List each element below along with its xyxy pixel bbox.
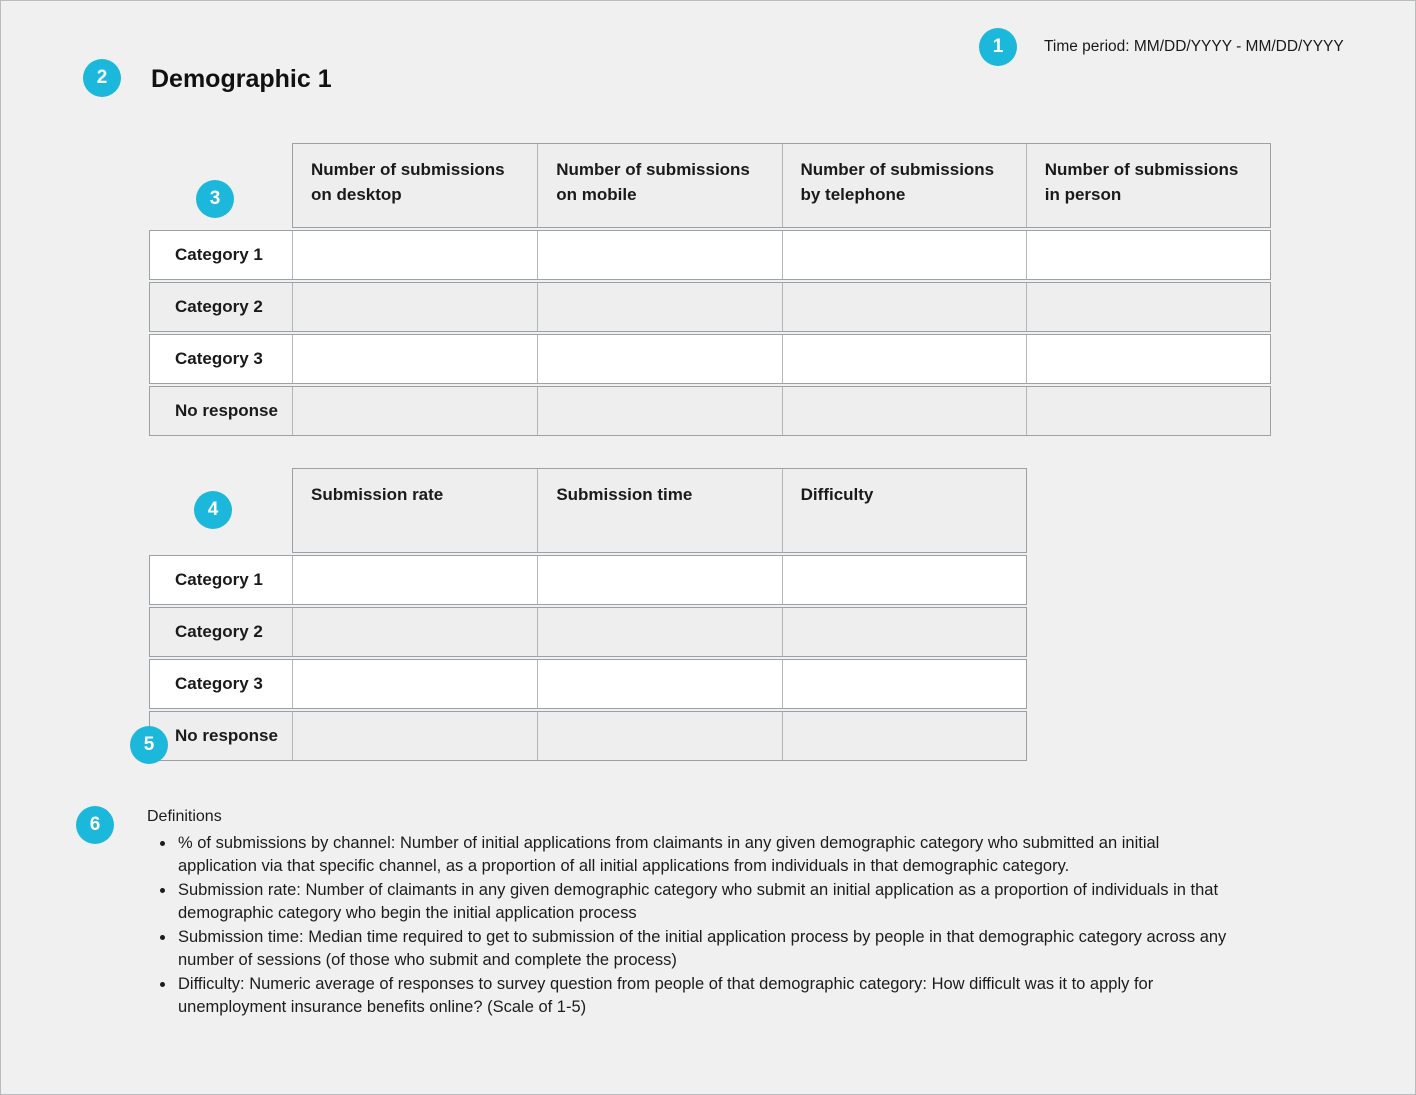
row-label: No response (150, 712, 293, 760)
table-cell[interactable] (1026, 283, 1270, 331)
column-header-mobile: Number of submissions on mobile (537, 144, 781, 227)
table-cell[interactable] (293, 335, 537, 383)
row-label: Category 1 (150, 556, 293, 604)
definitions-title: Definitions (147, 808, 222, 825)
definitions-list (147, 832, 1237, 1019)
table-cell[interactable] (537, 335, 781, 383)
callout-badge-6: 6 (76, 806, 114, 844)
table-row (149, 282, 1271, 332)
row-label: Category 3 (150, 660, 293, 708)
table-cell[interactable] (537, 231, 781, 279)
column-header-desktop: Number of submissions on desktop (311, 160, 505, 204)
callout-badge-5: 5 (130, 726, 168, 764)
definition-item: • Submission rate: Number of claimants in any given demographic category who submit an initial application as a proportion of individuals in that demographic category who begin the initial application process (176, 879, 1237, 925)
metrics-table-header (292, 468, 1027, 553)
table-cell[interactable] (1026, 335, 1270, 383)
table-cell[interactable] (293, 387, 537, 435)
table-cell[interactable] (293, 660, 537, 708)
metrics-table (149, 468, 1027, 761)
table-cell[interactable] (293, 556, 537, 604)
definition-item: • % of submissions by channel: Number of initial applications from claimants in any given demographic category who submitted an initial application via that specific channel, as a proportion of all initial applications from individuals in that demographic category. (176, 832, 1237, 878)
time-period-label: Time period: MM/DD/YYYY - MM/DD/YYYY (1044, 38, 1344, 55)
table-row (149, 230, 1271, 280)
column-header-submission-rate: Submission rate (311, 485, 444, 504)
definition-item: • Difficulty: Numeric average of responses to survey question from people of that demographic category: How difficult was it to apply for unemployment insurance benefits online? (Scale of 1-5) (176, 973, 1237, 1019)
table-cell[interactable] (1026, 387, 1270, 435)
callout-badge-4: 4 (194, 491, 232, 529)
channel-submissions-table-body (149, 230, 1271, 436)
table-row (149, 555, 1027, 605)
table-row (149, 659, 1027, 709)
table-cell[interactable] (293, 283, 537, 331)
column-header-in-person: Number of submissions in person (1026, 144, 1270, 227)
row-label: Category 1 (150, 231, 293, 279)
table-cell[interactable] (537, 387, 781, 435)
table-cell[interactable] (782, 231, 1026, 279)
column-header-telephone: Number of submissions by telephone (782, 144, 1026, 227)
table-cell[interactable] (782, 556, 1026, 604)
row-label: Category 2 (150, 608, 293, 656)
table-cell[interactable] (782, 387, 1026, 435)
channel-submissions-table (149, 143, 1271, 436)
table-cell[interactable] (782, 712, 1026, 760)
table-cell[interactable] (537, 283, 781, 331)
table-cell[interactable] (537, 556, 781, 604)
row-label: Category 2 (150, 283, 293, 331)
table-cell[interactable] (537, 608, 781, 656)
row-label: No response (150, 387, 293, 435)
column-header-submission-time: Submission time (537, 469, 781, 552)
column-header-difficulty: Difficulty (782, 469, 1026, 552)
callout-badge-1: 1 (979, 28, 1017, 66)
table-cell[interactable] (782, 283, 1026, 331)
table-row (149, 386, 1271, 436)
definition-item: • Submission time: Median time required to get to submission of the initial application process by people in that demographic category across any number of sessions (of those who submit and complete the process) (176, 926, 1237, 972)
table-row (149, 711, 1027, 761)
table-cell[interactable] (782, 608, 1026, 656)
channel-submissions-table-header (292, 143, 1271, 228)
table-row (149, 334, 1271, 384)
table-cell[interactable] (782, 660, 1026, 708)
definitions-section (147, 808, 1237, 1020)
table-cell[interactable] (782, 335, 1026, 383)
table-cell[interactable] (537, 660, 781, 708)
table-row (149, 607, 1027, 657)
callout-badge-3: 3 (196, 180, 234, 218)
row-label: Category 3 (150, 335, 293, 383)
page-title: Demographic 1 (151, 65, 332, 93)
table-cell[interactable] (293, 712, 537, 760)
callout-badge-2: 2 (83, 59, 121, 97)
metrics-table-body (149, 555, 1027, 761)
table-cell[interactable] (293, 608, 537, 656)
table-cell[interactable] (293, 231, 537, 279)
table-cell[interactable] (537, 712, 781, 760)
table-cell[interactable] (1026, 231, 1270, 279)
